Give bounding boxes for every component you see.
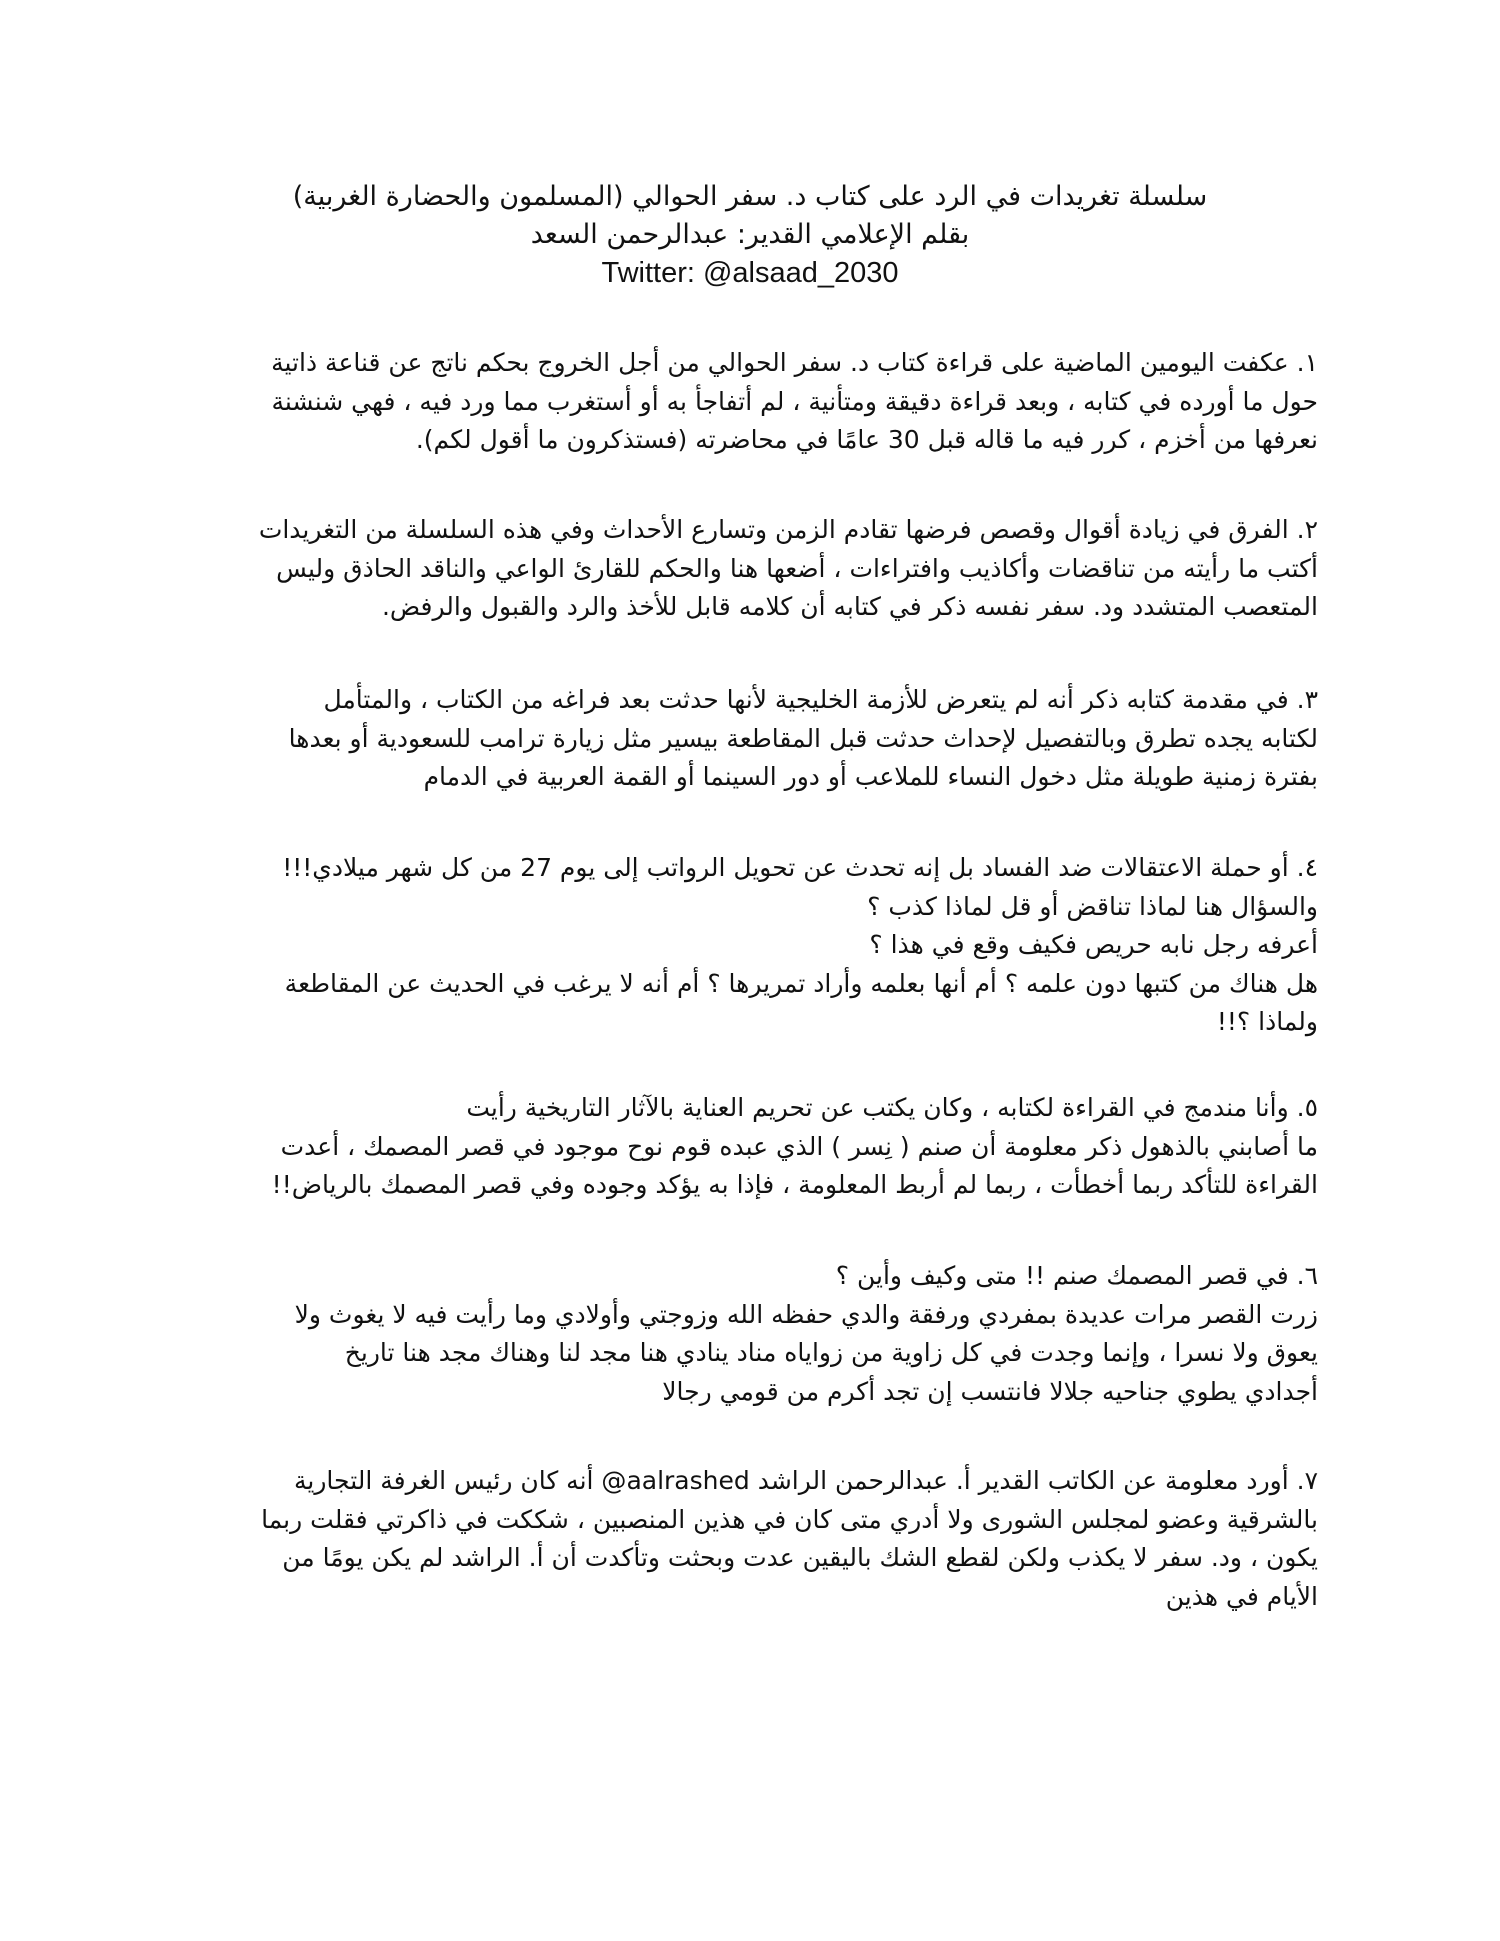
paragraph-3 bbox=[178, 681, 1318, 797]
paragraph-line: ١. عكفت اليومين الماضية على قراءة كتاب د. سفر الحوالي من أجل الخروج بحكم ناتج عن قناعة ذاتية bbox=[271, 348, 1318, 377]
paragraph-line: ما أصابني بالذهول ذكر معلومة أن صنم ( نِسر ) الذي عبده قوم نوح موجود في قصر المصمك ، أعدت bbox=[280, 1131, 1318, 1161]
paragraph-line: الأيام في هذين bbox=[1165, 1581, 1318, 1611]
paragraph-line: ٣. في مقدمة كتابه ذكر أنه لم يتعرض للأزمة الخليجية لأنها حدثت بعد فراغه من الكتاب ، والمتأمل bbox=[323, 685, 1318, 714]
paragraph-2 bbox=[178, 511, 1318, 627]
twitter-handle: Twitter: @alsaad_2030 bbox=[601, 257, 899, 289]
paragraph-line: حول ما أورده في كتابه ، وبعد قراءة دقيقة ومتأنية ، لم أتفاجأ به أو أستغرب مما ورد فيه ، فهي شنشنة bbox=[271, 386, 1318, 416]
paragraph-line: يكون ، ود. سفر لا يكذب ولكن لقطع الشك باليقين عدت وبحثت وتأكدت أن أ. الراشد لم يكن يومًا من bbox=[282, 1543, 1318, 1572]
paragraph-1 bbox=[178, 344, 1318, 460]
paragraph-4 bbox=[178, 849, 1318, 1042]
author-byline: بقلم الإعلامي القدير: عبدالرحمن السعد bbox=[530, 219, 970, 250]
paragraph-line: نعرفها من أخزم ، كرر فيه ما قاله قبل 30 عامًا في محاضرته (فستذكرون ما أقول لكم). bbox=[415, 425, 1318, 454]
document-header bbox=[0, 178, 1500, 292]
paragraph-line: أعرفه رجل نابه حريص فكيف وقع في هذا ؟ bbox=[869, 930, 1318, 959]
paragraph-7 bbox=[178, 1462, 1318, 1616]
paragraph-line: هل هناك من كتبها دون علمه ؟ أم أنها بعلمه وأراد تمريرها ؟ أم أنه لا يرغب في الحديث عن المقاطعة bbox=[284, 968, 1318, 998]
paragraph-line: لكتابه يجده تطرق وبالتفصيل لإحداث حدثت قبل المقاطعة بيسير مثل زيارة ترامب للسعودية أو بعدها bbox=[288, 723, 1318, 753]
paragraph-line: ٤. أو حملة الاعتقالات ضد الفساد بل إنه تحدث عن تحويل الرواتب إلى يوم 27 من كل شهر ميلادي!!! bbox=[282, 853, 1318, 882]
paragraph-line: والسؤال هنا لماذا تناقض أو قل لماذا كذب ؟ bbox=[867, 891, 1318, 921]
paragraph-6 bbox=[178, 1257, 1318, 1411]
document-title: سلسلة تغريدات في الرد على كتاب د. سفر الحوالي (المسلمون والحضارة الغربية) bbox=[292, 181, 1208, 212]
paragraph-line: بالشرقية وعضو لمجلس الشورى ولا أدري متى كان في هذين المنصبين ، شككت في ذاكرتي فقلت ربما bbox=[261, 1504, 1318, 1534]
paragraph-line: ٧. أورد معلومة عن الكاتب القدير أ. عبدالرحمن الراشد aalrashed@ أنه كان رئيس الغرفة التجارية bbox=[294, 1466, 1318, 1495]
paragraph-line: زرت القصر مرات عديدة بمفردي ورفقة والدي حفظه الله وزوجتي وأولادي وما رأيت فيه لا يغوث ولا bbox=[294, 1299, 1318, 1329]
paragraph-line: القراءة للتأكد ربما أخطأت ، ربما لم أربط المعلومة ، فإذا به يؤكد وجوده وفي قصر المصمك بالرياض!! bbox=[271, 1170, 1318, 1199]
paragraph-line: ولماذا ؟!! bbox=[1216, 1007, 1318, 1036]
paragraph-line: ٢. الفرق في زيادة أقوال وقصص فرضها تقادم الزمن وتسارع الأحداث وفي هذه السلسلة من التغريدات bbox=[258, 515, 1318, 544]
paragraph-line: يعوق ولا نسرا ، وإنما وجدت في كل زاوية من زواياه مناد ينادي هنا مجد لنا وهناك مجد هنا تاريخ bbox=[344, 1338, 1318, 1367]
paragraph-5 bbox=[178, 1089, 1318, 1205]
paragraph-line: بفترة زمنية طويلة مثل دخول النساء للملاعب أو دور السينما أو القمة العربية في الدمام bbox=[423, 762, 1318, 791]
paragraph-line: أكتب ما رأيته من تناقضات وأكاذيب وافتراءات ، أضعها هنا والحكم للقارئ الواعي والناقد الحاذق وليس bbox=[276, 553, 1318, 583]
paragraph-line: أجدادي يطوي جناحيه جلالا فانتسب إن تجد أكرم من قومي رجالا bbox=[662, 1376, 1318, 1406]
paragraph-line: المتعصب المتشدد ود. سفر نفسه ذكر في كتابه أن كلامه قابل للأخذ والرد والقبول والرفض. bbox=[381, 592, 1318, 621]
paragraph-line: ٥. وأنا مندمج في القراءة لكتابه ، وكان يكتب عن تحريم العناية بالآثار التاريخية رأيت bbox=[466, 1093, 1318, 1122]
paragraph-line: ٦. في قصر المصمك صنم !! متى وكيف وأين ؟ bbox=[835, 1261, 1318, 1290]
